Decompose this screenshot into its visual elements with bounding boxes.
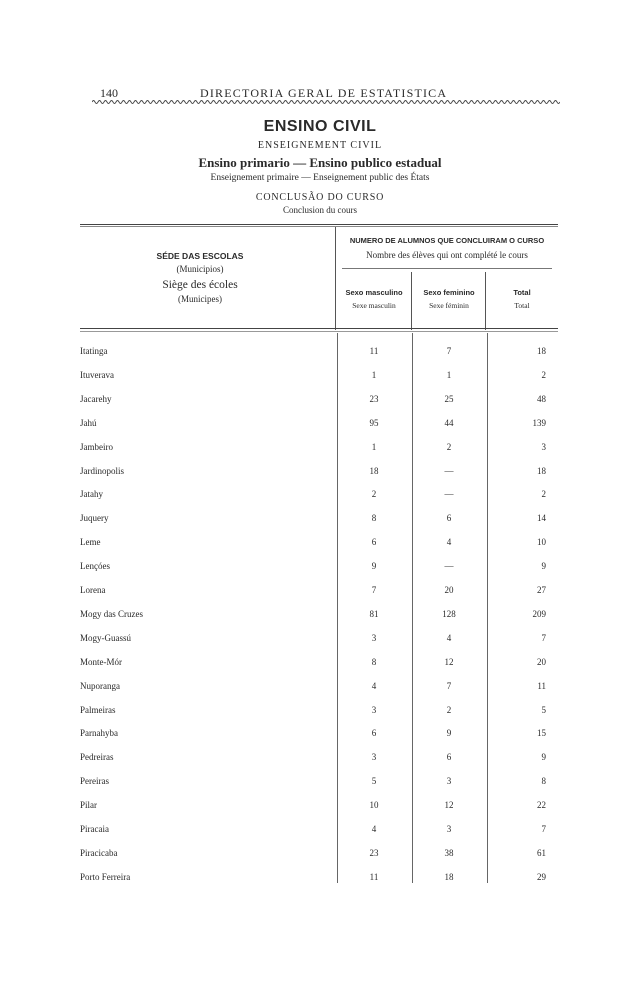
table-row [0,752,640,766]
row-name: Ituverava [80,369,114,380]
row-female: 38 [444,847,454,858]
row-name: Juquery [80,513,109,524]
page-title-fr: ENSEIGNEMENT CIVIL [257,140,383,151]
table-top-rule-2 [80,226,558,227]
row-male: 18 [369,465,379,476]
header-bottom-rule-2 [80,331,558,332]
row-name: Pereiras [80,776,109,787]
row-total: 7 [541,824,546,834]
table-row [0,633,640,647]
wavy-rule [92,98,560,106]
row-total: 29 [537,871,546,882]
row-name: Nuporanga [80,680,120,691]
table-row [0,561,640,575]
row-male: 81 [369,608,379,619]
row-female: — [444,561,454,572]
row-total: 10 [537,537,546,548]
row-male: 3 [371,704,377,715]
table-row [0,872,640,886]
col-header-female-fr: Sexe féminin [429,301,469,310]
stub-header-fr: Siège des écoles [162,279,238,291]
row-name: Itatinga [80,346,108,356]
row-female: 9 [446,728,452,739]
row-female: 20 [444,585,454,595]
row-female: 2 [446,441,452,452]
row-female: 7 [446,346,452,356]
table-row [0,705,640,719]
row-total: 139 [532,417,546,428]
header-bottom-rule [80,328,558,329]
col-header-total-fr: Total [514,301,530,310]
row-male: 7 [371,585,377,595]
table-row [0,370,640,384]
row-name: Piracicaba [80,847,118,858]
page-title: ENSINO CIVIL [263,118,377,135]
table-row [0,346,640,360]
row-total: 8 [541,776,546,787]
row-name: Palmeiras [80,704,116,715]
row-male: 4 [371,680,377,691]
group-header: NUMERO DE ALUMNOS QUE CONCLUIRAM O CURSO [349,236,545,245]
table-row [0,657,640,671]
row-name: Jardinopolis [80,465,124,476]
table-row [0,800,640,814]
row-name: Mogy das Cruzes [80,608,143,619]
table-row [0,489,640,503]
row-total: 209 [532,608,546,619]
row-male: 11 [369,871,379,882]
row-female: 12 [444,656,454,667]
table-top-rule [80,224,558,225]
table-row [0,418,640,432]
group-underline [342,268,552,269]
row-female: 25 [444,393,454,404]
row-female: 3 [446,776,452,787]
row-male: 6 [371,728,377,739]
row-female: 1 [446,369,452,380]
row-total: 2 [541,369,546,380]
table-row [0,609,640,623]
row-total: 18 [537,465,546,476]
row-name: Jahú [80,417,97,428]
row-name: Mogy-Guassú [80,632,131,643]
row-name: Leme [80,537,101,548]
table-row [0,394,640,408]
col-header-male-fr: Sexe masculin [352,301,396,310]
table-row [0,513,640,527]
row-total: 22 [537,800,546,811]
row-name: Parnahyba [80,728,118,739]
table-row [0,824,640,838]
row-male: 95 [369,417,379,428]
row-total: 5 [541,704,546,715]
row-male: 8 [371,513,377,524]
table-row [0,681,640,695]
row-female: 128 [442,608,456,619]
row-female: 2 [446,704,452,715]
row-total: 3 [541,441,546,452]
row-female: 7 [446,680,452,691]
row-female: — [444,465,454,476]
row-total: 11 [537,680,546,691]
row-total: 14 [537,513,546,524]
running-head: DIRECTORIA GERAL DE ESTATISTICA [200,86,448,100]
row-male: 3 [371,752,377,763]
stub-header: SÉDE DAS ESCOLAS [156,251,244,261]
row-total: 15 [537,728,546,739]
row-male: 1 [371,369,377,380]
row-total: 9 [541,752,546,763]
row-name: Porto Ferreira [80,871,131,882]
row-name: Lorena [80,585,106,595]
table-row [0,848,640,862]
row-female: — [444,489,454,500]
row-female: 44 [444,417,454,428]
row-name: Monte-Mór [80,656,122,667]
row-female: 4 [446,537,452,548]
row-name: Jambeiro [80,441,113,452]
row-male: 9 [371,561,377,572]
row-total: 61 [537,847,546,858]
row-male: 3 [371,632,377,643]
table-row [0,442,640,456]
row-name: Pilar [80,800,97,811]
row-male: 6 [371,537,377,548]
subsection-title-fr: Conclusion du cours [283,205,357,215]
row-male: 4 [371,824,377,834]
row-male: 1 [371,441,377,452]
table-row [0,466,640,480]
stub-header-sub: (Municipios) [176,264,224,274]
table-row [0,728,640,742]
row-male: 10 [369,800,379,811]
row-total: 48 [537,393,546,404]
row-total: 7 [541,632,546,643]
group-header-fr: Nombre des élèves qui ont complété le cours [366,250,528,260]
row-male: 8 [371,656,377,667]
table-row [0,776,640,790]
row-name: Pedreiras [80,752,114,763]
row-name: Jacarehy [80,393,112,404]
subsection-title: CONCLUSÃO DO CURSO [255,192,385,203]
section-title-fr: Enseignement primaire — Enseignement public des États [210,173,430,183]
row-name: Jatahy [80,489,103,500]
row-total: 20 [537,656,546,667]
row-name: Piracaia [80,824,109,834]
row-male: 2 [371,489,377,500]
row-female: 6 [446,752,452,763]
row-total: 9 [541,561,546,572]
col-header-female: Sexo feminino [423,288,475,297]
row-female: 3 [446,824,452,834]
row-male: 5 [371,776,377,787]
col-header-total: Total [513,288,531,297]
row-total: 2 [541,489,546,500]
row-total: 27 [537,585,546,595]
row-total: 18 [537,346,546,356]
row-female: 18 [444,871,454,882]
row-female: 6 [446,513,452,524]
table-row [0,537,640,551]
row-female: 12 [444,800,454,811]
row-name: Lençóes [80,561,110,572]
row-male: 23 [369,393,379,404]
stub-header-fr-sub: (Municipes) [178,294,222,304]
col-header-male: Sexo masculino [345,288,403,297]
page-number: 140 [100,86,118,100]
row-male: 23 [369,847,379,858]
section-title: Ensino primario — Ensino publico estadual [198,155,442,170]
row-female: 4 [446,632,452,643]
row-male: 11 [369,346,379,356]
table-row [0,585,640,599]
